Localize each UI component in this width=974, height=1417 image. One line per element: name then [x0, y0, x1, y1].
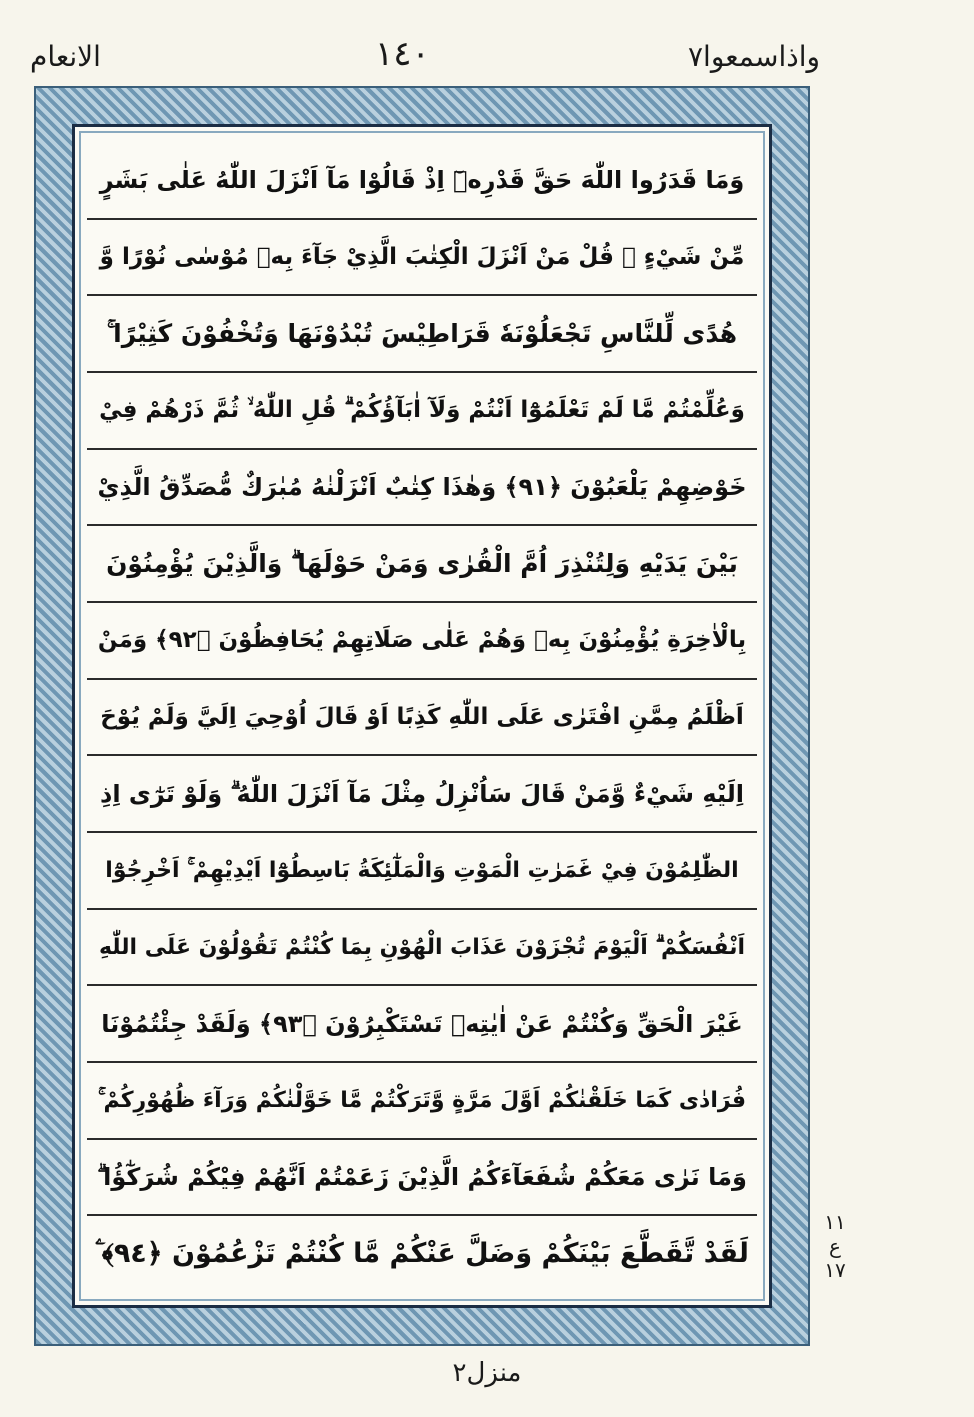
text-panel: [72, 124, 772, 1308]
verse-line: [87, 603, 757, 680]
ornamental-border: [34, 86, 810, 1346]
verse-line: [87, 986, 757, 1063]
verse-line-text: وَمَا قَدَرُوا اللّٰهَ حَقَّ قَدْرِهٖٓ اِذْ قَالُوْا مَآ اَنْزَلَ اللّٰهُ عَلٰى بَشَرٍ: [99, 166, 745, 195]
ruku-marker: [818, 1210, 852, 1282]
verse-line-text: هُدًى لِّلنَّاسِ تَجْعَلُوْنَهٗ قَرَاطِيْسَ تُبْدُوْنَهَا وَتُخْفُوْنَ كَثِيْرًا ۚ: [106, 318, 738, 348]
manzil-footer: منزل٢: [452, 1358, 522, 1388]
verse-line-text: وَمَا نَرٰى مَعَكُمْ شُفَعَآءَكُمُ الَّذِيْنَ زَعَمْتُمْ اَنَّهُمْ فِيْكُمْ شُرَكٰٓؤُا ۗ: [97, 1163, 747, 1192]
verse-line-text: لَقَدْ تَّقَطَّعَ بَيْنَكُمْ وَضَلَّ عَنْكُمْ مَّا كُنْتُمْ تَزْعُمُوْنَ ﴿٩٤﴾ ۧ: [95, 1237, 749, 1269]
verse-line-text: خَوْضِهِمْ يَلْعَبُوْنَ ﴿٩١﴾ وَهٰذَا كِتٰبٌ اَنْزَلْنٰهُ مُبٰرَكٌ مُّصَدِّقُ الَّذِيْ: [97, 473, 747, 502]
verse-line: [87, 833, 757, 910]
verse-line-text: فُرَادٰى كَمَا خَلَقْنٰكُمْ اَوَّلَ مَرَّةٍ وَّتَرَكْتُمْ مَّا خَوَّلْنٰكُمْ وَرَآءَ ظُهُوْرِكُمْ ۚ: [98, 1087, 746, 1113]
verse-line: [87, 373, 757, 450]
verse-line-text: غَيْرَ الْحَقِّ وَكُنْتُمْ عَنْ اٰيٰتِهٖ تَسْتَكْبِرُوْنَ ﴿٩٣﴾ وَلَقَدْ جِئْتُمُوْنَا: [101, 1009, 743, 1038]
verse-line-text: بَيْنَ يَدَيْهِ وَلِتُنْذِرَ اُمَّ الْقُرٰى وَمَنْ حَوْلَهَا ۗ وَالَّذِيْنَ يُؤْمِنُوْنَ: [106, 548, 738, 578]
verse-line: [87, 910, 757, 987]
verse-line: [87, 220, 757, 297]
surah-name: الانعام: [30, 40, 101, 73]
verse-lines: [87, 143, 757, 1291]
page-number: ١٤٠: [375, 34, 430, 74]
verse-line: [87, 450, 757, 527]
verse-line: [87, 1216, 757, 1291]
verse-line-text: اَظْلَمُ مِمَّنِ افْتَرٰى عَلَى اللّٰهِ كَذِبًا اَوْ قَالَ اُوْحِيَ اِلَيَّ وَلَمْ يُوْحَ: [100, 704, 744, 731]
verse-line: [87, 756, 757, 833]
juz-name: واذاسمعوا۷: [688, 40, 820, 73]
verse-line: [87, 1063, 757, 1140]
verse-line-text: اِلَيْهِ شَيْءٌ وَّمَنْ قَالَ سَاُنْزِلُ مِثْلَ مَآ اَنْزَلَ اللّٰهُ ۗ وَلَوْ تَرٰٓى اِذِ: [100, 779, 744, 808]
ruku-marker-top: ١١: [824, 1210, 846, 1234]
ruku-marker-symbol: ع: [829, 1234, 841, 1258]
verse-line: [87, 680, 757, 757]
verse-line-text: اَنْفُسَكُمْ ۗ اَلْيَوْمَ تُجْزَوْنَ عَذَابَ الْهُوْنِ بِمَا كُنْتُمْ تَقُوْلُوْنَ عَلَى اللّٰهِ: [98, 934, 746, 960]
verse-line-text: الظّٰلِمُوْنَ فِيْ غَمَرٰتِ الْمَوْتِ وَالْمَلٰٓئِكَةُ بَاسِطُوْٓا اَيْدِيْهِمْ ۚ اَخْرِجُوْٓا: [105, 857, 739, 883]
page-header: [30, 28, 820, 88]
verse-line-text: وَعُلِّمْتُمْ مَّا لَمْ تَعْلَمُوْٓا اَنْتُمْ وَلَآ اٰبَآؤُكُمْ ۗ قُلِ اللّٰهُ ۙ ثُمَّ ذَرْهُمْ فِيْ: [99, 397, 745, 424]
verse-line-text: بِالْاٰخِرَةِ يُؤْمِنُوْنَ بِهٖ وَهُمْ عَلٰى صَلَاتِهِمْ يُحَافِظُوْنَ ﴿٩٢﴾ وَمَنْ: [97, 627, 747, 654]
ruku-marker-bottom: ١٧: [824, 1258, 846, 1282]
verse-line: [87, 1140, 757, 1217]
verse-line-text: مِّنْ شَيْءٍ ۗ قُلْ مَنْ اَنْزَلَ الْكِتٰبَ الَّذِيْ جَآءَ بِهٖ مُوْسٰى نُوْرًا وَّ: [99, 244, 745, 270]
verse-line: [87, 296, 757, 373]
verse-line: [87, 526, 757, 603]
verse-line: [87, 143, 757, 220]
